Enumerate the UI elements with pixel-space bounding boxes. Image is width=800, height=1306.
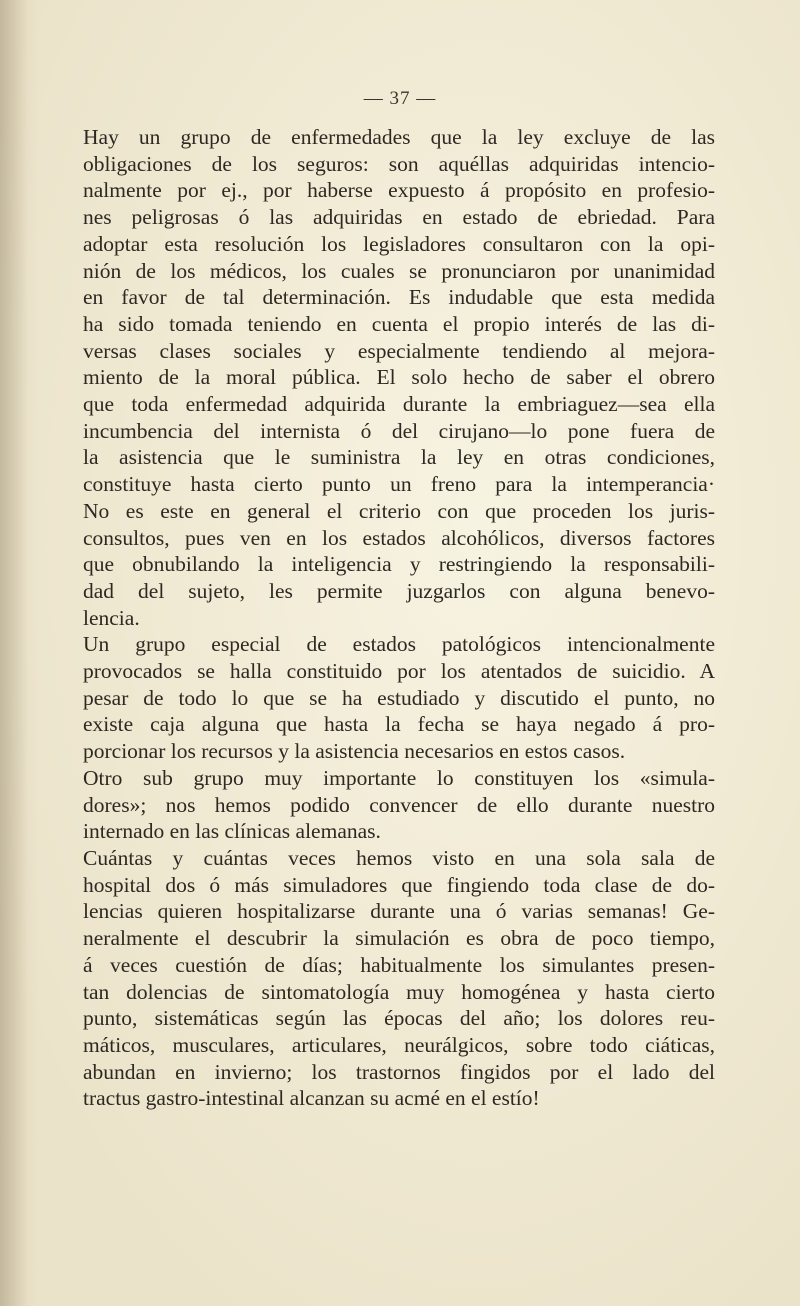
text-line: provocados se halla constituido por los atentados de suicidio. A bbox=[83, 659, 715, 684]
text-line: Cuántas y cuántas veces hemos visto en una sola sala de bbox=[83, 845, 715, 870]
text-line: en favor de tal determinación. Es indudable que esta medida bbox=[83, 285, 715, 310]
paragraph bbox=[83, 765, 715, 845]
text-line: lencias quieren hospitalizarse durante una ó varias semanas! Ge- bbox=[83, 899, 715, 924]
text-line: punto, sistemáticas según las épocas del año; los dolores reu- bbox=[83, 1006, 715, 1031]
text-line: neralmente el descubrir la simulación es obra de poco tiempo, bbox=[83, 926, 715, 951]
text-line: ha sido tomada teniendo en cuenta el propio interés de las di- bbox=[83, 311, 715, 336]
text-line: tan dolencias de sintomatología muy homogénea y hasta cierto bbox=[83, 979, 715, 1004]
text-line: constituye hasta cierto punto un freno para la intemperancia· bbox=[83, 472, 715, 497]
text-line: Hay un grupo de enfermedades que la ley excluye de las bbox=[83, 125, 715, 149]
text-line: nión de los médicos, los cuales se pronunciaron por unanimidad bbox=[83, 258, 715, 283]
text-line: Otro sub grupo muy importante lo constituyen los «simula- bbox=[83, 765, 715, 790]
text-line: existe caja alguna que hasta la fecha se haya negado á pro- bbox=[83, 712, 715, 737]
paragraph bbox=[83, 124, 715, 631]
text-line: versas clases sociales y especialmente tendiendo al mejora- bbox=[83, 338, 715, 363]
text-line: tractus gastro-intestinal alcanzan su acmé en el estío! bbox=[83, 1086, 540, 1111]
text-line: obligaciones de los seguros: son aquéllas adquiridas intencio- bbox=[83, 151, 715, 176]
text-line: abundan en invierno; los trastornos fingidos por el lado del bbox=[83, 1059, 715, 1084]
text-line: internado en las clínicas alemanas. bbox=[83, 819, 381, 844]
text-line: dad del sujeto, les permite juzgarlos con alguna benevo- bbox=[83, 578, 715, 603]
paragraph bbox=[83, 631, 715, 765]
text-line: Un grupo especial de estados patológicos intencionalmente bbox=[83, 632, 715, 657]
text-line: pesar de todo lo que se ha estudiado y discutido el punto, no bbox=[83, 685, 715, 710]
text-line: que obnubilando la inteligencia y restringiendo la responsabili- bbox=[83, 552, 715, 577]
text-line: hospital dos ó más simuladores que fingiendo toda clase de do- bbox=[83, 872, 715, 897]
text-line: incumbencia del internista ó del cirujano—lo pone fuera de bbox=[83, 418, 715, 443]
text-line: porcionar los recursos y la asistencia necesarios en estos casos. bbox=[83, 739, 626, 764]
document-body bbox=[83, 124, 715, 1112]
text-line: máticos, musculares, articulares, neurálgicos, sobre todo ciáticas, bbox=[83, 1032, 715, 1057]
text-line: nalmente por ej., por haberse expuesto á propósito en profesio- bbox=[83, 178, 715, 203]
text-line: nes peligrosas ó las adquiridas en estado de ebriedad. Para bbox=[83, 205, 715, 230]
text-line: á veces cuestión de días; habitualmente los simulantes presen- bbox=[83, 952, 715, 977]
page-edge-shadow bbox=[0, 0, 28, 1306]
text-line: No es este en general el criterio con que proceden los juris- bbox=[83, 498, 715, 523]
text-line: lencia. bbox=[83, 605, 140, 630]
text-line: la asistencia que le suministra la ley en otras condiciones, bbox=[83, 445, 715, 470]
text-line: que toda enfermedad adquirida durante la embriaguez—sea ella bbox=[83, 392, 715, 417]
paragraph bbox=[83, 845, 715, 1112]
text-line: miento de la moral pública. El solo hecho de saber el obrero bbox=[83, 365, 715, 390]
text-line: consultos, pues ven en los estados alcohólicos, diversos factores bbox=[83, 525, 715, 550]
page-number: — 37 — bbox=[363, 88, 437, 109]
text-line: dores»; nos hemos podido convencer de ello durante nuestro bbox=[83, 792, 715, 817]
text-line: adoptar esta resolución los legisladores consultaron con la opi- bbox=[83, 231, 715, 256]
